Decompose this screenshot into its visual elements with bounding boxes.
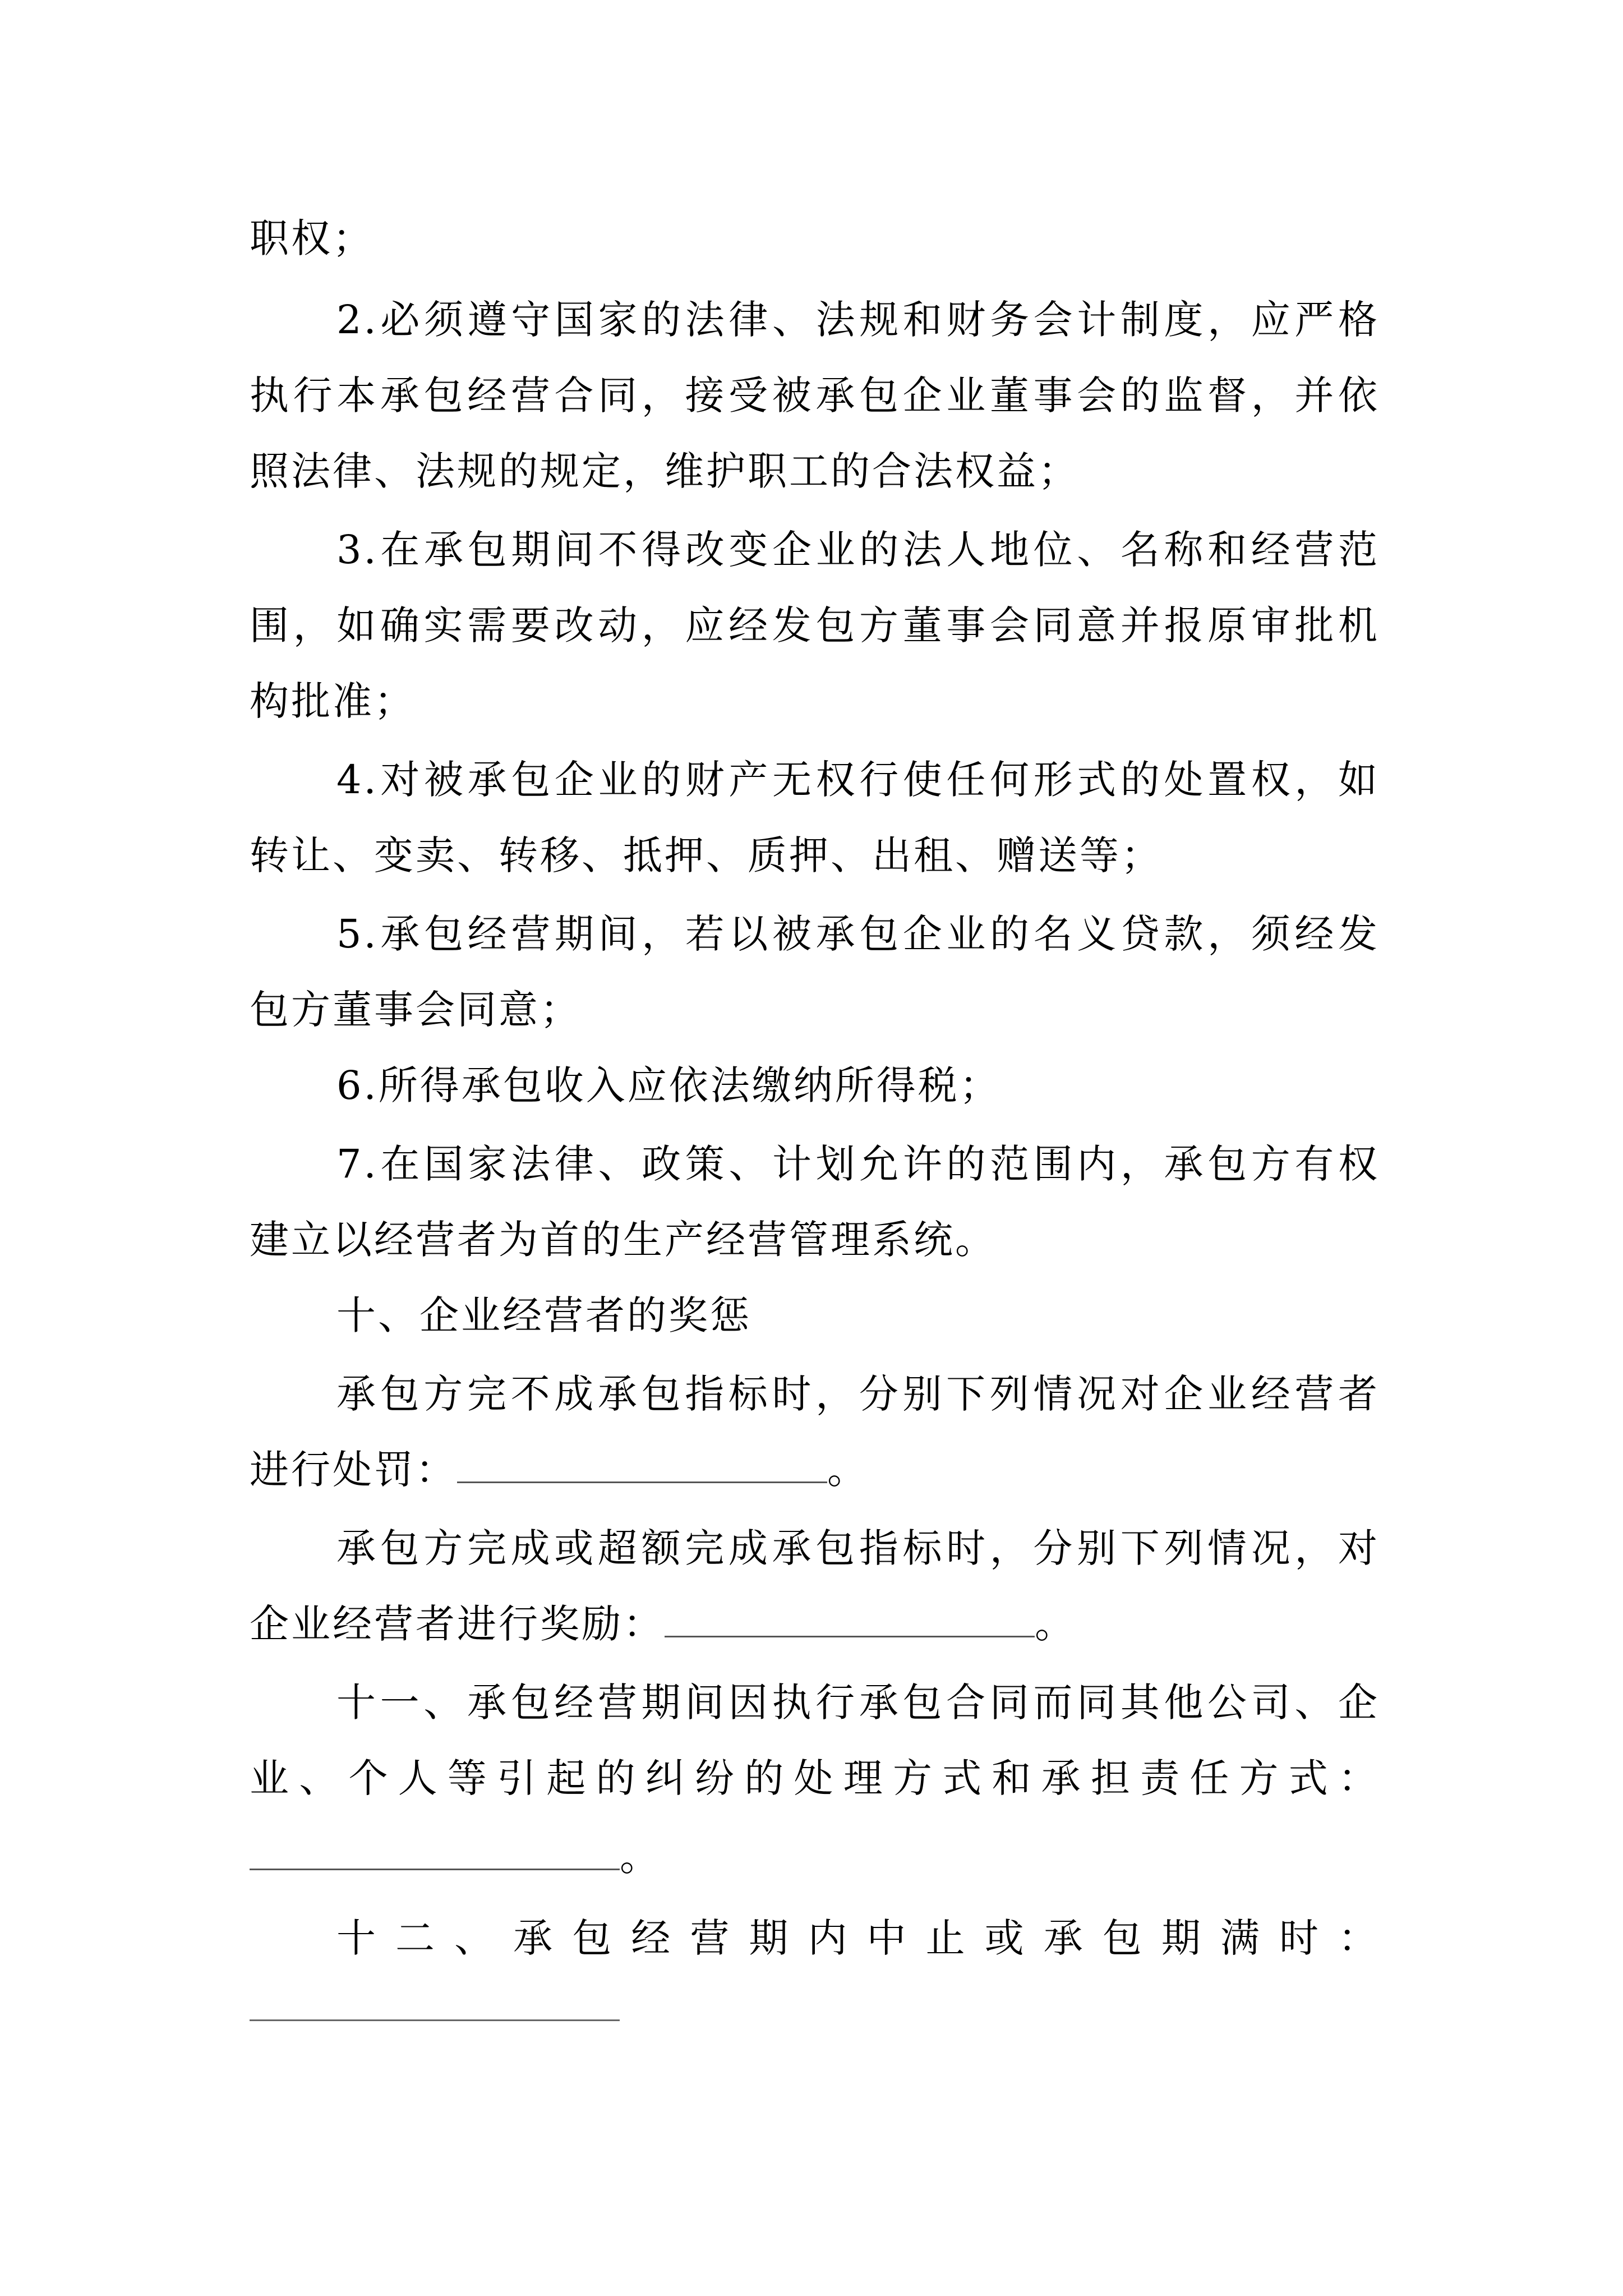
text-fragment: 。 — [1035, 1601, 1076, 1647]
text-line: 6.所得承包收入应依法缴纳所得税； — [336, 1062, 1001, 1108]
text-line: 转让、变卖、转移、抵押、质押、出租、赠送等； — [250, 832, 1163, 878]
section-heading: 十一、承包经营期间因执行承包合同而同其他公司、企 — [336, 1680, 1380, 1726]
text-line-with-blank — [250, 1596, 1380, 1652]
text-line: 7.在国家法律、政策、计划允许的范围内，承包方有权 — [336, 1141, 1380, 1187]
text-line: 承包方完成或超额完成承包指标时，分别下列情况，对 — [336, 1525, 1380, 1571]
text-line: 构批准； — [250, 678, 416, 724]
text-fragment: 。 — [827, 1447, 869, 1493]
text-line: 照法律、法规的规定，维护职工的合法权益； — [250, 448, 1080, 494]
text-line: 职权； — [250, 215, 374, 261]
text-line: 承包方完不成承包指标时，分别下列情况对企业经营者 — [336, 1371, 1380, 1417]
text-fragment: 进行处罚： — [250, 1447, 457, 1493]
fill-in-blank[interactable] — [250, 2019, 620, 2021]
text-fragment: 企业经营者进行奖励： — [250, 1601, 665, 1647]
text-line: 2.必须遵守国家的法律、法规和财务会计制度，应严格 — [336, 297, 1380, 343]
fill-in-blank[interactable] — [250, 1834, 620, 1870]
text-line: 4.对被承包企业的财产无权行使任何形式的处置权，如 — [336, 757, 1380, 803]
text-line: 包方董事会同意； — [250, 987, 582, 1033]
text-line-with-blank — [250, 1829, 1380, 1885]
text-line: 5.承包经营期间，若以被承包企业的名义贷款，须经发 — [336, 911, 1380, 957]
section-heading: 十、企业经营者的奖惩 — [336, 1292, 751, 1338]
text-line: 围，如确实需要改动，应经发包方董事会同意并报原审批机 — [250, 602, 1380, 648]
text-line: 建立以经营者为首的生产经营管理系统。 — [250, 1217, 997, 1263]
text-line: 业、个人等引起的纠纷的处理方式和承担责任方式： — [250, 1755, 1380, 1801]
fill-in-blank[interactable] — [457, 1447, 827, 1483]
section-heading: 十二、承包经营期内中止或承包期满时： — [336, 1915, 1380, 1961]
text-line: 3.在承包期间不得改变企业的法人地位、名称和经营范 — [336, 527, 1380, 573]
text-line: 执行本承包经营合同，接受被承包企业董事会的监督，并依 — [250, 372, 1380, 418]
text-fragment: 。 — [620, 1834, 661, 1880]
fill-in-blank[interactable] — [665, 1601, 1035, 1637]
text-line-with-blank — [250, 1442, 1380, 1498]
